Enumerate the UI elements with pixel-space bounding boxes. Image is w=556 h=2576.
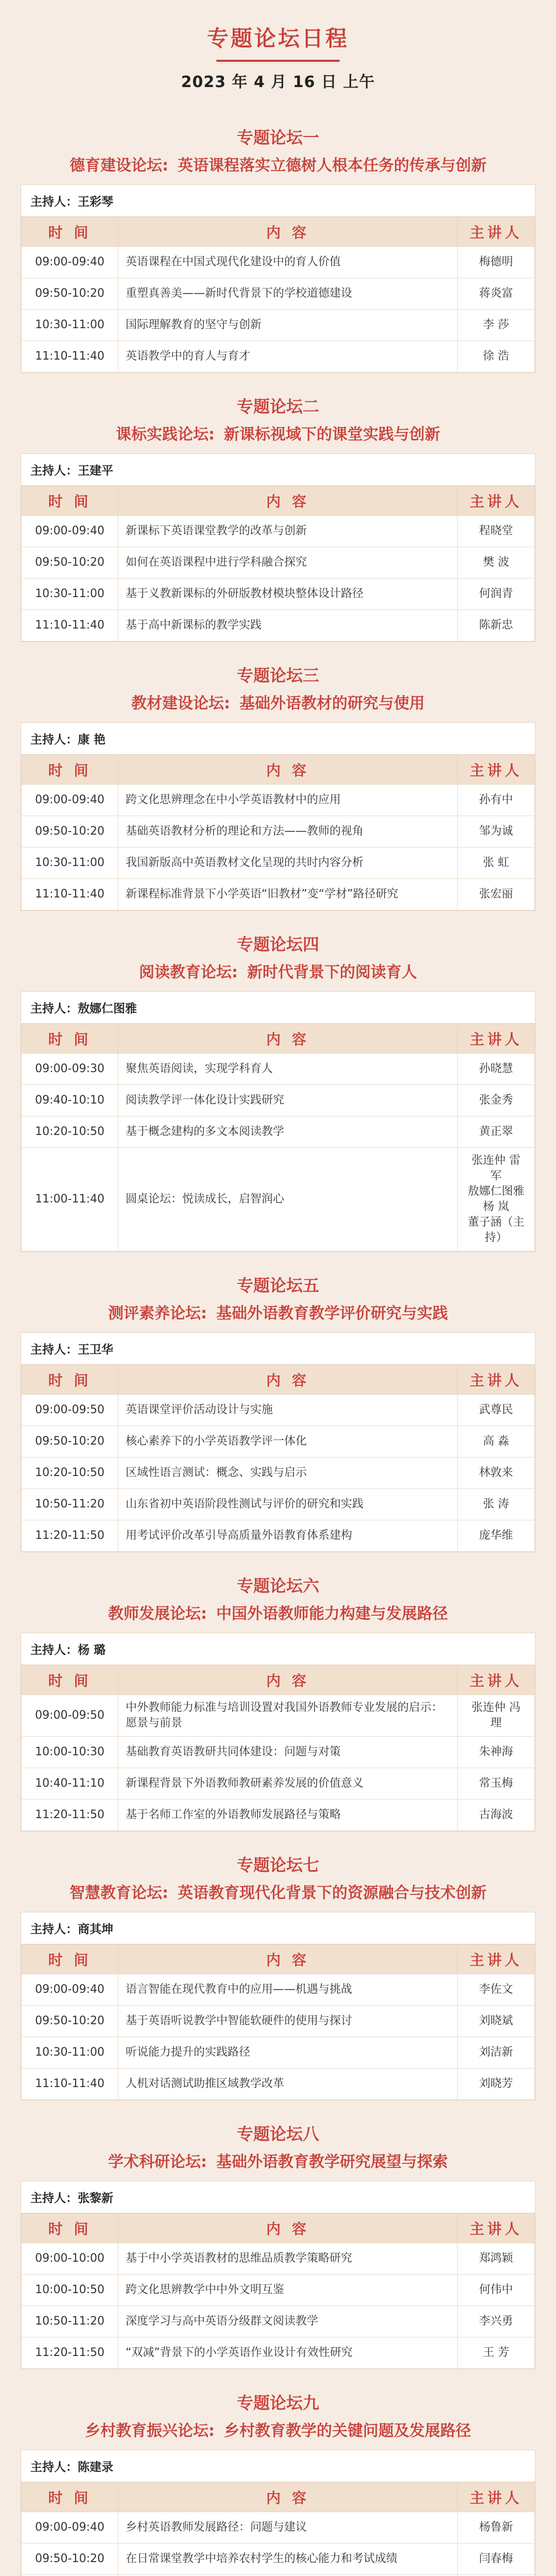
session-time: 10:50-11:20 <box>22 2306 118 2337</box>
session-time: 10:30-11:00 <box>22 579 118 610</box>
table-row <box>22 1395 535 1426</box>
forum-list <box>0 92 556 2576</box>
forum-title <box>21 1601 535 1623</box>
header-time: 时 间 <box>22 1024 118 1054</box>
table-row <box>22 1520 535 1552</box>
session-speaker: 孙晓慧 <box>458 1054 535 1085</box>
session-time: 10:40-11:10 <box>22 1768 118 1800</box>
session-speaker: 庞华维 <box>458 1520 535 1552</box>
forum-section <box>21 1852 535 2100</box>
session-speaker: 张金秀 <box>458 1085 535 1116</box>
table-row <box>22 1489 535 1520</box>
session-content: 基础英语教材分析的理论和方法——教师的视角 <box>118 816 458 848</box>
header-speaker: 主讲人 <box>458 1365 535 1395</box>
table-row <box>22 2069 535 2100</box>
session-content: 如何在英语课程中进行学科融合探究 <box>118 547 458 579</box>
session-speaker: 张连仲 冯 理 <box>458 1695 535 1737</box>
session-speaker: 林敦来 <box>458 1458 535 1489</box>
forum-label: 教材建设论坛: <box>131 694 230 713</box>
table-row <box>22 2337 535 2369</box>
table-row <box>22 2544 535 2575</box>
session-speaker: 徐 浩 <box>458 341 535 372</box>
table-row <box>22 1737 535 1768</box>
session-content: 国际理解教育的坚守与创新 <box>118 310 458 341</box>
session-speaker: 张 虹 <box>458 848 535 879</box>
session-content: 我国新版高中英语教材文化呈现的共时内容分析 <box>118 848 458 879</box>
forum-host: 主持人：商其坤 <box>21 1912 535 1944</box>
forum-title <box>21 1300 535 1323</box>
header-time: 时 间 <box>22 486 118 516</box>
session-speaker: 张 涛 <box>458 1489 535 1520</box>
forum-host: 主持人：康 艳 <box>21 723 535 755</box>
session-content: 核心素养下的小学英语教学评一体化 <box>118 1426 458 1458</box>
session-speaker: 黄正翠 <box>458 1116 535 1148</box>
forum-number: 专题论坛四 <box>21 931 535 955</box>
table-row <box>22 2006 535 2037</box>
header-content: 内 容 <box>118 1365 458 1395</box>
header-speaker: 主讲人 <box>458 486 535 516</box>
session-speaker: 陈新忠 <box>458 610 535 641</box>
table-row <box>22 2512 535 2544</box>
title-underline <box>216 60 340 62</box>
forum-host: 主持人：王卫华 <box>21 1333 535 1365</box>
table-header-row <box>22 1945 535 1974</box>
forum-section <box>21 125 535 373</box>
session-content: 基于名师工作室的外语教师发展路径与策略 <box>118 1800 458 1831</box>
session-content: “双减”背景下的小学英语作业设计有效性研究 <box>118 2337 458 2369</box>
forum-number: 专题论坛三 <box>21 663 535 686</box>
header-speaker: 主讲人 <box>458 1945 535 1974</box>
session-time: 09:50-10:20 <box>22 2006 118 2037</box>
session-speaker: 李 莎 <box>458 310 535 341</box>
session-time: 11:00-11:40 <box>22 1148 118 1251</box>
session-speaker <box>458 2575 535 2576</box>
forum-title <box>21 2418 535 2441</box>
session-speaker: 刘洁新 <box>458 2037 535 2069</box>
forum-card <box>21 184 535 373</box>
header-speaker: 主讲人 <box>458 1666 535 1695</box>
schedule-table <box>21 1665 535 1831</box>
forum-label: 智慧教育论坛: <box>70 1884 168 1902</box>
forum-topic: 乡村教育教学的关键问题及发展路径 <box>224 2422 471 2440</box>
header-content: 内 容 <box>118 486 458 516</box>
table-row <box>22 2575 535 2576</box>
session-speaker: 梅德明 <box>458 247 535 278</box>
forum-number: 专题论坛五 <box>21 1273 535 1296</box>
table-row <box>22 310 535 341</box>
header-time: 时 间 <box>22 1365 118 1395</box>
forum-title <box>21 2149 535 2172</box>
forum-number: 专题论坛六 <box>21 1573 535 1597</box>
session-content: 中外教师能力标准与培训设置对我国外语教师专业发展的启示：愿景与前景 <box>118 1695 458 1737</box>
session-content: 跨文化思辨理念在中小学英语教材中的应用 <box>118 785 458 816</box>
schedule-table <box>21 217 535 372</box>
session-content: 基础教育英语教研共同体建设：问题与对策 <box>118 1737 458 1768</box>
session-content: 阅读教学评一体化设计实践研究 <box>118 1085 458 1116</box>
session-speaker: 刘晓芳 <box>458 2069 535 2100</box>
forum-card <box>21 2450 535 2576</box>
forum-label: 测评素养论坛: <box>108 1304 207 1323</box>
header-time: 时 间 <box>22 1666 118 1695</box>
session-content: 圆桌论坛：悦读成长，启智润心 <box>118 1148 458 1251</box>
table-row <box>22 879 535 910</box>
table-row <box>22 1085 535 1116</box>
session-time: 09:00-09:40 <box>22 247 118 278</box>
session-time: 11:20-11:50 <box>22 2337 118 2369</box>
table-row <box>22 785 535 816</box>
session-time: 10:00-10:30 <box>22 1737 118 1768</box>
table-row <box>22 2275 535 2306</box>
session-content: 重塑真善美——新时代背景下的学校道德建设 <box>118 278 458 310</box>
session-content: 新课程背景下外语教师教研素养发展的价值意义 <box>118 1768 458 1800</box>
table-row <box>22 1426 535 1458</box>
schedule-table <box>21 1024 535 1251</box>
forum-label: 乡村教育振兴论坛: <box>85 2422 215 2440</box>
session-time: 10:30-11:00 <box>22 848 118 879</box>
forum-host: 主持人：王彩琴 <box>21 185 535 217</box>
schedule-date: 2023 年 4 月 16 日 上午 <box>0 69 556 92</box>
table-row <box>22 2306 535 2337</box>
table-row <box>22 1800 535 1831</box>
schedule-table <box>21 486 535 641</box>
forum-card <box>21 722 535 911</box>
forum-card <box>21 1332 535 1552</box>
session-time: 09:00-10:00 <box>22 2243 118 2275</box>
session-time: 10:30-11:00 <box>22 2037 118 2069</box>
session-speaker: 李佐文 <box>458 1974 535 2006</box>
session-speaker: 李兴勇 <box>458 2306 535 2337</box>
session-speaker: 何润青 <box>458 579 535 610</box>
forum-topic: 基础外语教育教学评价研究与实践 <box>216 1304 448 1323</box>
session-content: 英语教学中的育人与育才 <box>118 341 458 372</box>
session-speaker: 蒋炎富 <box>458 278 535 310</box>
forum-title <box>21 421 535 444</box>
session-speaker: 朱神海 <box>458 1737 535 1768</box>
session-time <box>22 2575 118 2576</box>
session-content <box>118 2575 458 2576</box>
session-content: 在日常课堂教学中培养农村学生的核心能力和考试成绩 <box>118 2544 458 2575</box>
forum-section <box>21 1273 535 1552</box>
table-row <box>22 341 535 372</box>
session-content: 新课标下英语课堂教学的改革与创新 <box>118 516 458 547</box>
forum-title <box>21 1880 535 1903</box>
forum-section <box>21 2390 535 2576</box>
table-row <box>22 1768 535 1800</box>
session-speaker: 古海波 <box>458 1800 535 1831</box>
forum-section <box>21 2121 535 2369</box>
header-content: 内 容 <box>118 1024 458 1054</box>
table-row <box>22 848 535 879</box>
table-header-row <box>22 2483 535 2512</box>
session-time: 09:00-09:40 <box>22 785 118 816</box>
table-row <box>22 579 535 610</box>
session-time: 10:20-10:50 <box>22 1116 118 1148</box>
forum-host: 主持人：杨 璐 <box>21 1633 535 1665</box>
session-content: 基于中小学英语教材的思维品质教学策略研究 <box>118 2243 458 2275</box>
table-row <box>22 247 535 278</box>
session-content: 人机对话测试助推区域教学改革 <box>118 2069 458 2100</box>
session-content: 英语课程在中国式现代化建设中的育人价值 <box>118 247 458 278</box>
forum-label: 学术科研论坛: <box>108 2153 207 2171</box>
session-time: 09:00-09:40 <box>22 516 118 547</box>
table-row <box>22 547 535 579</box>
forum-number: 专题论坛二 <box>21 394 535 417</box>
session-time: 10:50-11:20 <box>22 1489 118 1520</box>
table-header-row <box>22 1365 535 1395</box>
forum-card <box>21 991 535 1252</box>
table-row <box>22 1974 535 2006</box>
header-time: 时 间 <box>22 2483 118 2512</box>
session-time: 11:20-11:50 <box>22 1520 118 1552</box>
table-row <box>22 516 535 547</box>
session-speaker: 闫春梅 <box>458 2544 535 2575</box>
session-time: 09:50-10:20 <box>22 1426 118 1458</box>
header-content: 内 容 <box>118 2483 458 2512</box>
forum-card <box>21 1633 535 1832</box>
session-speaker: 程晓堂 <box>458 516 535 547</box>
session-content: 基于英语听说教学中智能软硬件的使用与探讨 <box>118 2006 458 2037</box>
forum-topic: 新时代背景下的阅读育人 <box>247 963 417 981</box>
session-content: 语言智能在现代教育中的应用——机遇与挑战 <box>118 1974 458 2006</box>
table-header-row <box>22 217 535 247</box>
table-row <box>22 610 535 641</box>
header-time: 时 间 <box>22 1945 118 1974</box>
session-speaker: 刘晓斌 <box>458 2006 535 2037</box>
table-row <box>22 1054 535 1085</box>
forum-card <box>21 453 535 642</box>
forum-section <box>21 394 535 642</box>
session-time: 11:10-11:40 <box>22 610 118 641</box>
header-content: 内 容 <box>118 755 458 785</box>
session-speaker: 杨鲁新 <box>458 2512 535 2544</box>
table-row <box>22 2243 535 2275</box>
session-time: 11:10-11:40 <box>22 879 118 910</box>
forum-number: 专题论坛八 <box>21 2121 535 2145</box>
forum-label: 课标实践论坛: <box>116 426 215 444</box>
session-time: 10:30-11:00 <box>22 310 118 341</box>
schedule-table <box>21 1944 535 2100</box>
schedule-table <box>21 1365 535 1552</box>
session-speaker: 孙有中 <box>458 785 535 816</box>
session-time: 09:50-10:20 <box>22 547 118 579</box>
session-time: 11:20-11:50 <box>22 1800 118 1831</box>
session-time: 09:50-10:20 <box>22 2544 118 2575</box>
header-time: 时 间 <box>22 755 118 785</box>
session-speaker: 常玉梅 <box>458 1768 535 1800</box>
table-row <box>22 1148 535 1251</box>
session-time: 10:00-10:50 <box>22 2275 118 2306</box>
forum-topic: 英语课程落实立德树人根本任务的传承与创新 <box>178 157 486 175</box>
session-speaker: 武尊民 <box>458 1395 535 1426</box>
session-speaker: 张宏丽 <box>458 879 535 910</box>
forum-number: 专题论坛一 <box>21 125 535 148</box>
session-content: 用考试评价改革引导高质量外语教育体系建构 <box>118 1520 458 1552</box>
header-content: 内 容 <box>118 1666 458 1695</box>
session-content: 听说能力提升的实践路径 <box>118 2037 458 2069</box>
table-header-row <box>22 1666 535 1695</box>
header-content: 内 容 <box>118 1945 458 1974</box>
forum-host: 主持人：张黎新 <box>21 2181 535 2213</box>
header-speaker: 主讲人 <box>458 2214 535 2243</box>
table-row <box>22 1116 535 1148</box>
forum-topic: 中国外语教师能力构建与发展路径 <box>216 1605 448 1623</box>
table-row <box>22 278 535 310</box>
table-row <box>22 2037 535 2069</box>
forum-title <box>21 152 535 175</box>
session-content: 基于义教新课标的外研版教材模块整体设计路径 <box>118 579 458 610</box>
header-speaker: 主讲人 <box>458 2483 535 2512</box>
session-speaker: 樊 波 <box>458 547 535 579</box>
session-content: 乡村英语教师发展路径：问题与建议 <box>118 2512 458 2544</box>
forum-host: 主持人：敖娜仁图雅 <box>21 992 535 1024</box>
forum-card <box>21 2181 535 2369</box>
session-content: 区域性语言测试：概念、实践与启示 <box>118 1458 458 1489</box>
table-header-row <box>22 486 535 516</box>
header-speaker: 主讲人 <box>458 755 535 785</box>
header-speaker: 主讲人 <box>458 217 535 247</box>
forum-title <box>21 690 535 713</box>
session-content: 基于概念建构的多文本阅读教学 <box>118 1116 458 1148</box>
forum-section <box>21 663 535 911</box>
session-time: 09:50-10:20 <box>22 816 118 848</box>
session-time: 09:00-09:30 <box>22 1054 118 1085</box>
forum-topic: 新课标视域下的课堂实践与创新 <box>224 426 440 444</box>
session-speaker: 王 芳 <box>458 2337 535 2369</box>
forum-label: 阅读教育论坛: <box>139 963 238 981</box>
forum-host: 主持人：王建平 <box>21 454 535 486</box>
forum-title <box>21 959 535 982</box>
forum-card <box>21 1912 535 2100</box>
page-title: 专题论坛日程 <box>0 22 556 53</box>
session-time: 11:10-11:40 <box>22 2069 118 2100</box>
forum-section <box>21 1573 535 1832</box>
table-header-row <box>22 1024 535 1054</box>
schedule-table <box>21 2213 535 2369</box>
session-speaker: 高 淼 <box>458 1426 535 1458</box>
session-speaker: 郑鸿颖 <box>458 2243 535 2275</box>
session-time: 09:00-09:50 <box>22 1395 118 1426</box>
session-content: 深度学习与高中英语分级群文阅读教学 <box>118 2306 458 2337</box>
session-time: 09:50-10:20 <box>22 278 118 310</box>
table-header-row <box>22 2214 535 2243</box>
table-row <box>22 1458 535 1489</box>
session-content: 跨文化思辨教学中中外文明互鉴 <box>118 2275 458 2306</box>
session-content: 聚焦英语阅读，实现学科育人 <box>118 1054 458 1085</box>
session-time: 09:00-09:40 <box>22 2512 118 2544</box>
session-content: 山东省初中英语阶段性测试与评价的研究和实践 <box>118 1489 458 1520</box>
header-content: 内 容 <box>118 217 458 247</box>
session-speaker: 何伟中 <box>458 2275 535 2306</box>
schedule-table <box>21 2482 535 2576</box>
session-speaker: 张连仲 雷 军 敖娜仁图雅 杨 岚 董子涵（主持） <box>458 1148 535 1251</box>
session-time: 09:00-09:40 <box>22 1974 118 2006</box>
forum-number: 专题论坛九 <box>21 2390 535 2414</box>
forum-host: 主持人：陈建录 <box>21 2450 535 2482</box>
table-row <box>22 1695 535 1737</box>
page-header <box>0 0 556 92</box>
header-content: 内 容 <box>118 2214 458 2243</box>
header-time: 时 间 <box>22 2214 118 2243</box>
forum-topic: 英语教育现代化背景下的资源融合与技术创新 <box>178 1884 486 1902</box>
session-content: 英语课堂评价活动设计与实施 <box>118 1395 458 1426</box>
header-speaker: 主讲人 <box>458 1024 535 1054</box>
session-content: 基于高中新课标的教学实践 <box>118 610 458 641</box>
session-time: 09:40-10:10 <box>22 1085 118 1116</box>
forum-topic: 基础外语教材的研究与使用 <box>239 694 425 713</box>
session-time: 09:00-09:50 <box>22 1695 118 1737</box>
forum-label: 教师发展论坛: <box>108 1605 207 1623</box>
session-time: 11:10-11:40 <box>22 341 118 372</box>
session-speaker: 邹为诚 <box>458 816 535 848</box>
session-time: 10:20-10:50 <box>22 1458 118 1489</box>
forum-number: 专题论坛七 <box>21 1852 535 1876</box>
session-content: 新课程标准背景下小学英语“旧教材”变“学材”路径研究 <box>118 879 458 910</box>
table-row <box>22 816 535 848</box>
forum-label: 德育建设论坛: <box>70 157 168 175</box>
table-header-row <box>22 755 535 785</box>
header-time: 时 间 <box>22 217 118 247</box>
forum-section <box>21 931 535 1252</box>
schedule-table <box>21 755 535 910</box>
forum-topic: 基础外语教育教学研究展望与探索 <box>216 2153 448 2171</box>
